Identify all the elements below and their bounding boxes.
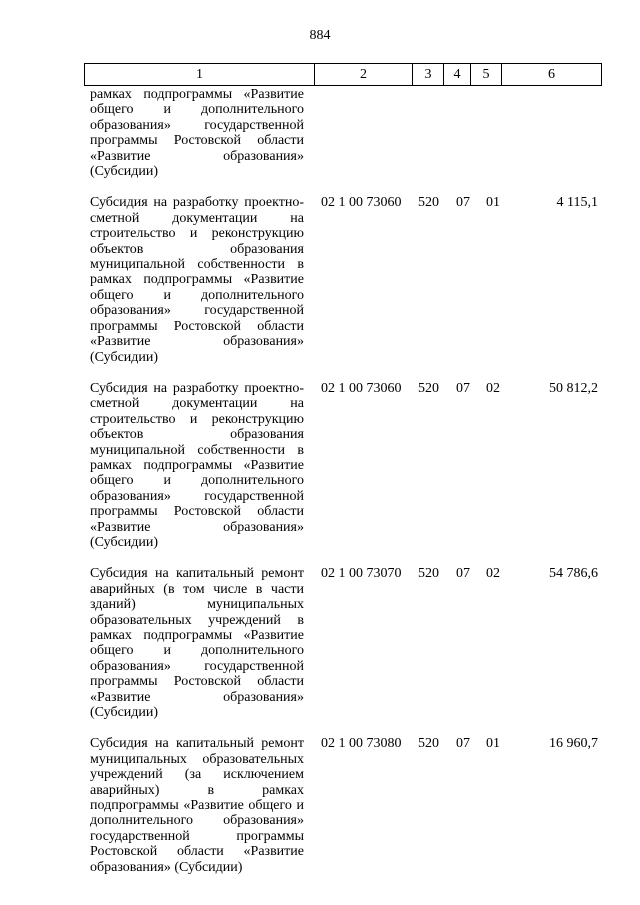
table-row: [84, 736, 602, 875]
row-expense-type: 520: [418, 380, 439, 396]
header-col-1: 1: [85, 64, 315, 85]
row-subsection: 01: [486, 736, 500, 752]
header-col-2: 2: [315, 64, 413, 85]
row-amount: 54 786,6: [549, 566, 598, 582]
table-row: [84, 381, 602, 550]
row-subsection: 02: [486, 566, 500, 582]
row-section: 07: [456, 195, 470, 211]
row-subsection: 01: [486, 195, 500, 211]
table-row: [84, 566, 602, 720]
header-col-5: 5: [471, 64, 502, 85]
row-amount: 4 115,1: [556, 195, 598, 211]
row-expense-type: 520: [418, 736, 439, 752]
page-number: 884: [309, 28, 331, 43]
row-target-code: 02 1 00 73060: [321, 380, 402, 396]
row-target-code: 02 1 00 73060: [321, 195, 402, 211]
row-amount: 50 812,2: [549, 380, 598, 396]
header-col-4: 4: [444, 64, 471, 85]
table-row: [84, 87, 602, 179]
row-amount: 16 960,7: [549, 736, 598, 752]
row-target-code: 02 1 00 73070: [321, 566, 402, 582]
header-col-3: 3: [413, 64, 444, 85]
table-row: [84, 195, 602, 364]
row-expense-type: 520: [418, 195, 439, 211]
row-description: Субсидия на капитальный ремонт аварийных (в том числе в части зданий) муниципальных образовательных учреждений в рамках подпрограммы «Развитие общего и дополнительного образования» государственной программы Ростовской области «Развитие образования» (Субсидии): [90, 566, 304, 721]
row-section: 07: [456, 566, 470, 582]
row-description: Субсидия на разработку проектно-сметной документации на строительство и реконструкцию объектов образования муниципальной собственности в рамках подпрограммы «Развитие общего и дополнительного образования» государственной программы Ростовской области «Развитие образования» (Субсидии): [90, 195, 304, 365]
table-header: [84, 63, 602, 86]
row-section: 07: [456, 736, 470, 752]
row-description: Субсидия на капитальный ремонт муниципальных образовательных учреждений (за исключением аварийных) в рамках подпрограммы «Развитие общего и дополнительного образования» государственной программы Ростовской области «Развитие образования» (Субсидии): [90, 736, 304, 875]
row-subsection: 02: [486, 380, 500, 396]
header-col-6: 6: [548, 67, 555, 82]
row-description: рамках подпрограммы «Развитие общего и дополнительного образования» государственной программы Ростовской области «Развитие образования» (Субсидии): [90, 87, 304, 180]
row-description: Субсидия на разработку проектно-сметной документации на строительство и реконструкцию объектов образования муниципальной собственности в рамках подпрограммы «Развитие общего и дополнительного образования» государственной программы Ростовской области «Развитие образования» (Субсидии): [90, 380, 304, 550]
row-section: 07: [456, 380, 470, 396]
row-expense-type: 520: [418, 566, 439, 582]
row-target-code: 02 1 00 73080: [321, 736, 402, 752]
table-body: [84, 87, 602, 875]
